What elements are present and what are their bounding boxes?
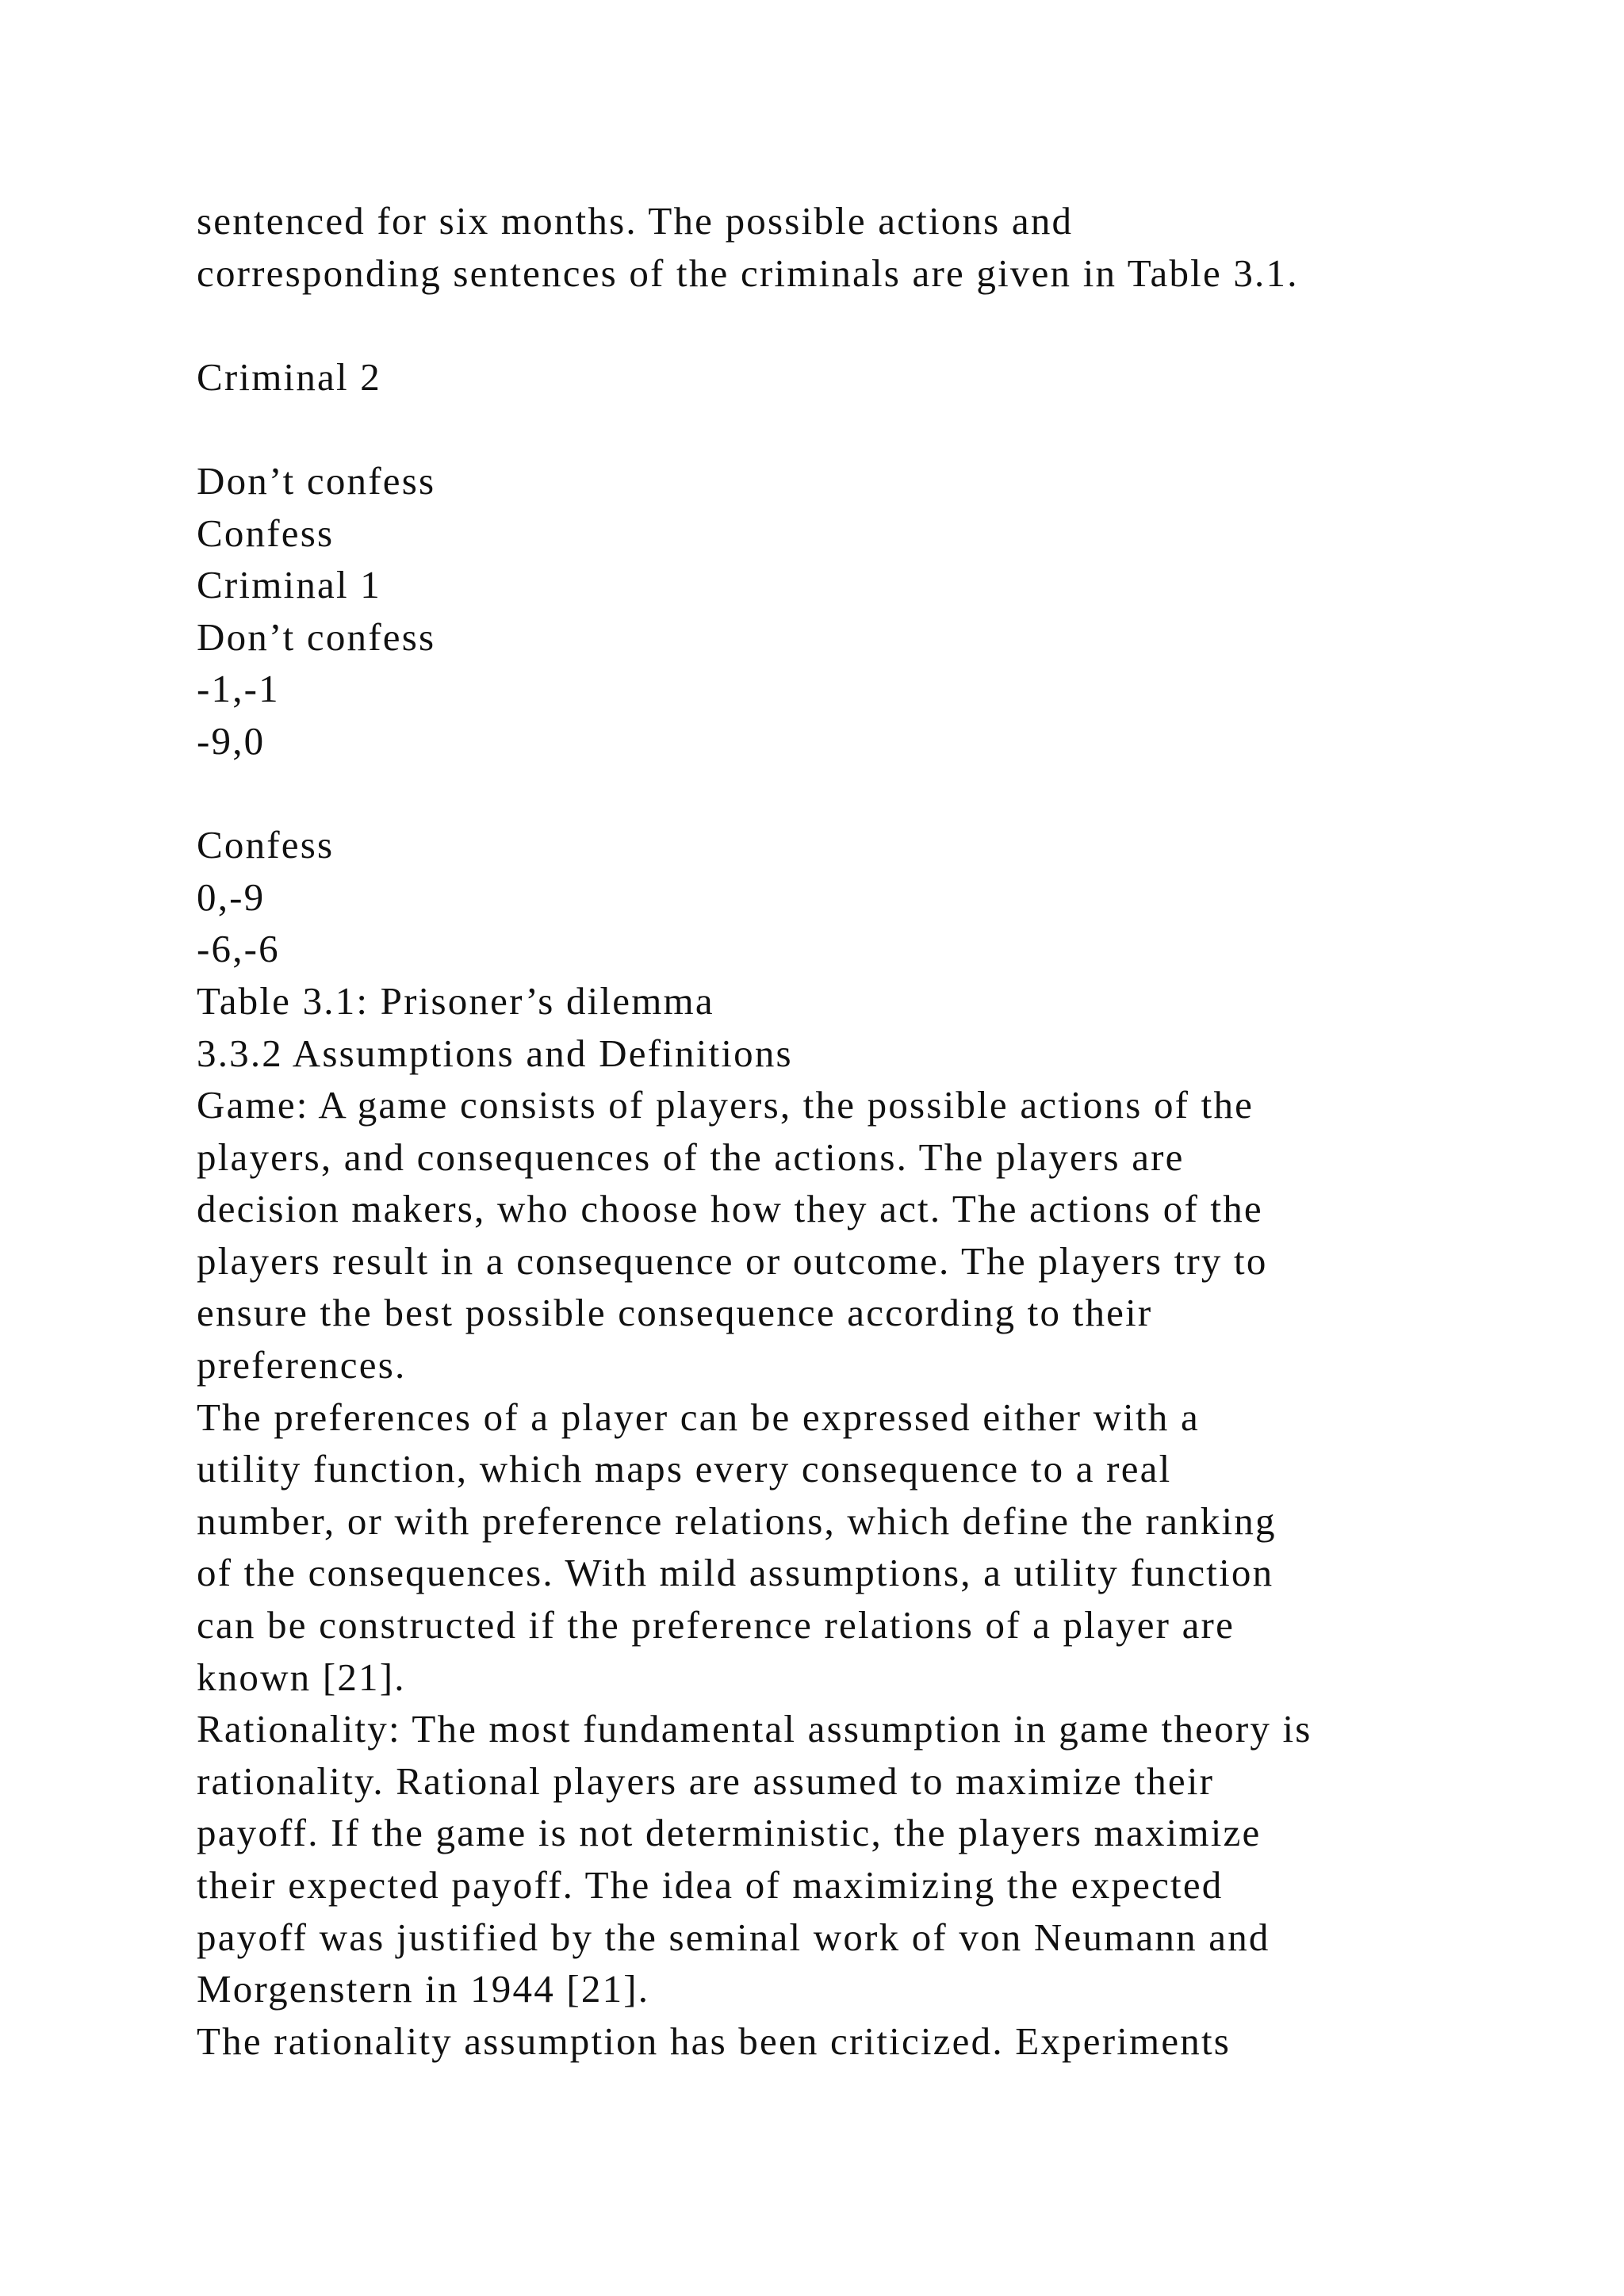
paragraph-line: Game: A game consists of players, the possible actions of the [197, 1083, 1254, 1127]
table-column-action: Don’t confess [197, 458, 436, 503]
paragraph-line: rationality. Rational players are assumed to maximize their [197, 1758, 1215, 1803]
paragraph-line: utility function, which maps every consequence to a real [197, 1447, 1172, 1491]
paragraph-line: decision makers, who choose how they act. The actions of the [197, 1187, 1263, 1231]
table-cell: -6,-6 [197, 927, 280, 971]
table-cell: 0,-9 [197, 874, 266, 919]
paragraph-line: ensure the best possible consequence according to their [197, 1291, 1153, 1335]
paragraph-line: The rationality assumption has been criticized. Experiments [197, 2019, 1231, 2063]
paragraph-line: number, or with preference relations, which define the ranking [197, 1498, 1277, 1543]
table-column-action: Confess [197, 511, 335, 555]
paragraph-line: their expected payoff. The idea of maximizing the expected [197, 1863, 1224, 1907]
intro-line: corresponding sentences of the criminals are given in Table 3.1. [197, 251, 1299, 295]
paragraph-line: The preferences of a player can be expressed either with a [197, 1395, 1200, 1439]
table-row-action: Confess [197, 823, 335, 867]
paragraph-line: payoff was justified by the seminal work of von Neumann and [197, 1915, 1270, 1959]
paragraph-line: payoff. If the game is not deterministic, the players maximize [197, 1811, 1262, 1855]
blank-line [197, 299, 1545, 351]
intro-line: sentenced for six months. The possible actions and [197, 199, 1074, 243]
table-caption: Table 3.1: Prisoner’s dilemma [197, 978, 714, 1023]
paragraph-line: players, and consequences of the actions. The players are [197, 1135, 1185, 1179]
paragraph-line: players result in a consequence or outcome. The players try to [197, 1238, 1268, 1283]
table-cell: -1,-1 [197, 667, 280, 711]
blank-line [197, 767, 1545, 820]
table-row-action: Don’t confess [197, 614, 436, 659]
paragraph-line: can be constructed if the preference relations of a player are [197, 1603, 1235, 1647]
section-heading: 3.3.2 Assumptions and Definitions [197, 1031, 793, 1075]
table-row-player: Criminal 1 [197, 563, 381, 607]
paragraph-line: preferences. [197, 1343, 407, 1387]
paragraph-line: of the consequences. With mild assumptions, a utility function [197, 1551, 1274, 1595]
paragraph-line: Rationality: The most fundamental assumption in game theory is [197, 1707, 1312, 1751]
document-body [197, 195, 1545, 2067]
paragraph-line: known [21]. [197, 1655, 406, 1699]
blank-line [197, 403, 1545, 455]
table-column-player: Criminal 2 [197, 354, 381, 399]
paragraph-line: Morgenstern in 1944 [21]. [197, 1967, 650, 2011]
table-cell: -9,0 [197, 718, 266, 763]
